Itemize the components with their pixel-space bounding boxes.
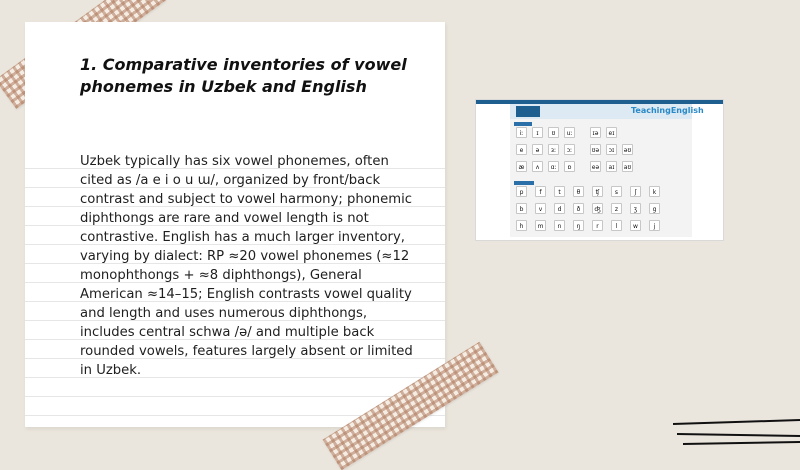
phoneme-key: t <box>554 186 565 197</box>
decorative-lines <box>673 414 800 450</box>
phoneme-key: n <box>554 220 565 231</box>
phoneme-key: ʊə <box>590 144 601 155</box>
screenshot-brand-name: TeachingEnglish <box>631 106 704 115</box>
phoneme-key: ð <box>573 203 584 214</box>
phoneme-key: h <box>516 220 527 231</box>
phoneme-key: ʊ <box>548 127 559 138</box>
phoneme-key: ʒ <box>630 203 641 214</box>
phoneme-key: s <box>611 186 622 197</box>
phoneme-key: j <box>649 220 660 231</box>
phoneme-key: b <box>516 203 527 214</box>
phonemic-chart-screenshot <box>475 99 724 241</box>
phoneme-key: əʊ <box>622 144 633 155</box>
phoneme-key: e <box>516 144 527 155</box>
phoneme-key: aʊ <box>622 161 633 172</box>
phoneme-key: d <box>554 203 565 214</box>
deco-line-top <box>673 420 800 424</box>
phoneme-key: uː <box>564 127 575 138</box>
phoneme-key: ʤ <box>592 203 603 214</box>
phoneme-key: ɔː <box>564 144 575 155</box>
vowels-section-label <box>514 122 532 126</box>
phoneme-key: l <box>611 220 622 231</box>
phoneme-key: ʌ <box>532 161 543 172</box>
phoneme-key: iː <box>516 127 527 138</box>
phoneme-key: æ <box>516 161 527 172</box>
phoneme-key: θ <box>573 186 584 197</box>
phoneme-key: ɪə <box>590 127 601 138</box>
phoneme-key: ɒ <box>564 161 575 172</box>
phoneme-key: ɜː <box>548 144 559 155</box>
phoneme-key: z <box>611 203 622 214</box>
consonants-section-label <box>514 181 534 185</box>
slide-body-text: Uzbek typically has six vowel phonemes, often cited as /a e i o u ɯ/, organized by front/back contrast and subject to vowel harmony; phonemic diphthongs are rare and vowel length is not contrastive. English has a much larger inventory, varying by dialect: RP ≈20 vowel phonemes (≈12 monophthongs + ≈8 diphthongs), General American ≈14–15; English contrasts vowel quality and length and uses numerous diphthongs, includes central schwa /ə/ and multiple back rounded vowels, features largely absent or limited in Uzbek. <box>80 154 413 378</box>
phoneme-key: m <box>535 220 546 231</box>
phoneme-key: ŋ <box>573 220 584 231</box>
phoneme-key: ə <box>532 144 543 155</box>
phoneme-key: w <box>630 220 641 231</box>
phoneme-key: ɔɪ <box>606 144 617 155</box>
phoneme-key: eə <box>590 161 601 172</box>
british-council-logo <box>516 106 540 117</box>
phoneme-key: aɪ <box>606 161 617 172</box>
phoneme-key: ɪ <box>532 127 543 138</box>
phoneme-key: ʧ <box>592 186 603 197</box>
phoneme-key: ʃ <box>630 186 641 197</box>
deco-line-bottom <box>683 442 800 444</box>
phoneme-key: ɑː <box>548 161 559 172</box>
phoneme-key: f <box>535 186 546 197</box>
slide-title: 1. Comparative inventories of vowel phonemes in Uzbek and English <box>80 55 407 96</box>
phoneme-key: g <box>649 203 660 214</box>
deco-line-middle <box>677 434 800 436</box>
phoneme-key: r <box>592 220 603 231</box>
phoneme-key: p <box>516 186 527 197</box>
phoneme-key: k <box>649 186 660 197</box>
phoneme-key: v <box>535 203 546 214</box>
phoneme-key: eɪ <box>606 127 617 138</box>
